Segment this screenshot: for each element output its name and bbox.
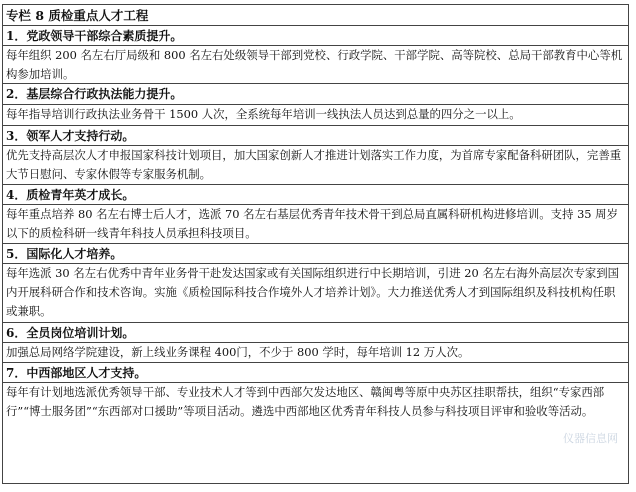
section-body-5: 每年选派 30 名左右优秀中青年业务骨干赴发达国家或有关国际组织进行中长期培训，引进 20 名左右海外高层次专家到国内开展科研合作和技术咨询。实施《质检国际科技合作境外人才培养计划》。大力推送优秀人才到国际组织及科技机构任职或兼职。 — [3, 264, 628, 323]
watermark: 仪器信息网 — [563, 432, 618, 445]
section-heading-7: 7．中西部地区人才支持。 — [3, 363, 628, 383]
section-body-3: 优先支持高层次人才申报国家科技计划项目，加大国家创新人才推进计划落实工作力度，为首席专家配备科研团队，完善重大节日慰问、专家休假等专家服务机制。 — [3, 146, 628, 185]
section-body-4: 每年重点培养 80 名左右博士后人才，选派 70 名左右基层优秀青年技术骨干到总局直属科研机构进修培训。支持 35 周岁以下的质检科研一线青年科技人员承担科技项目。 — [3, 205, 628, 244]
section-body-2: 每年指导培训行政执法业务骨干 1500 人次，全系统每年培训一线执法人员达到总量的四分之一以上。 — [3, 105, 628, 126]
section-heading-1: 1．党政领导干部综合素质提升。 — [3, 26, 628, 46]
section-heading-4: 4．质检青年英才成长。 — [3, 185, 628, 205]
section-heading-6: 6．全员岗位培训计划。 — [3, 323, 628, 343]
section-heading-5: 5．国际化人才培养。 — [3, 244, 628, 264]
table-title: 专栏 8 质检重点人才工程 — [3, 5, 628, 26]
section-heading-2: 2．基层综合行政执法能力提升。 — [3, 84, 628, 105]
section-body-7: 每年有计划地选派优秀领导干部、专业技术人才等到中西部欠发达地区、赣闽粤等原中央苏区挂职帮扶，组织“专家西部行”“博士服务团”“东西部对口援助”等项目活动。遴选中西部地区优秀青年科技人员参与科技项目评审和验收等活动。 — [6, 385, 605, 418]
section-heading-3: 3．领军人才支持行动。 — [3, 126, 628, 146]
section-body-1: 每年组织 200 名左右厅局级和 800 名左右处级领导干部到党校、行政学院、干部学院、高等院校、总局干部教育中心等机构参加培训。 — [3, 46, 628, 84]
talent-project-table — [2, 4, 629, 484]
section-body-6: 加强总局网络学院建设，新上线业务课程 400门，不少于 800 学时，每年培训 12 万人次。 — [3, 343, 628, 363]
